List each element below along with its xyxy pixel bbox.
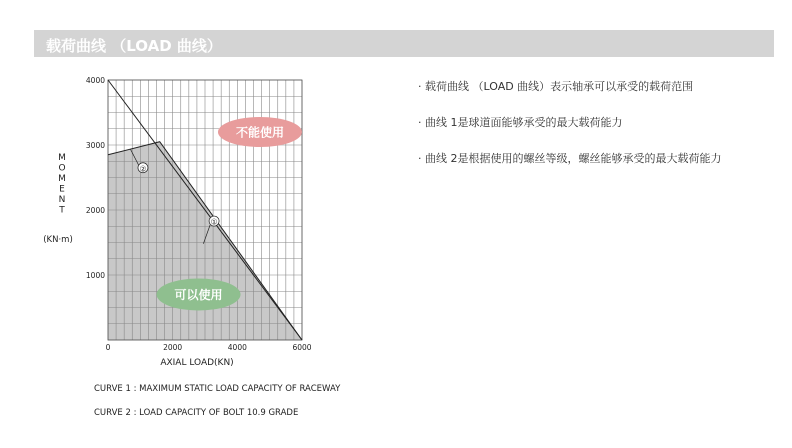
section-title: 载荷曲线 （LOAD 曲线） — [46, 37, 222, 55]
curve-2-label: ② — [139, 164, 147, 174]
note-item: · 载荷曲线 （LOAD 曲线）表示轴承可以承受的载荷范围 — [418, 80, 694, 93]
y-tick-label: 2000 — [85, 206, 105, 215]
y-axis-unit: (KN·m) — [43, 235, 73, 245]
y-tick-label: 3000 — [85, 141, 105, 150]
curve-1-caption: CURVE 1 : MAXIMUM STATIC LOAD CAPACITY OF RACEWAY — [94, 384, 341, 394]
x-axis-label: AXIAL LOAD(KN) — [160, 358, 234, 368]
curve-1-label: ① — [210, 217, 218, 227]
y-tick-label: 1000 — [85, 271, 105, 280]
notes-list — [418, 80, 778, 188]
x-tick-label: 4000 — [227, 343, 247, 352]
y-axis-label: M O M E N T — [58, 153, 66, 216]
y-tick-label: 4000 — [85, 76, 105, 85]
curve-captions — [94, 384, 340, 432]
x-tick-label: 0 — [105, 343, 111, 352]
curve-2-caption: CURVE 2 : LOAD CAPACITY OF BOLT 10.9 GRADE — [94, 408, 299, 418]
x-tick-label: 2000 — [163, 343, 183, 352]
section-header — [34, 30, 774, 57]
load-curve-chart — [40, 70, 340, 370]
usable-region-label: 可以使用 — [174, 288, 223, 302]
x-tick-label: 6000 — [292, 343, 312, 352]
unusable-region-label: 不能使用 — [235, 125, 284, 140]
note-item: · 曲线 1是球道面能够承受的最大载荷能力 — [418, 116, 623, 129]
note-item: · 曲线 2是根据使用的螺丝等级，螺丝能够承受的最大载荷能力 — [418, 152, 722, 165]
